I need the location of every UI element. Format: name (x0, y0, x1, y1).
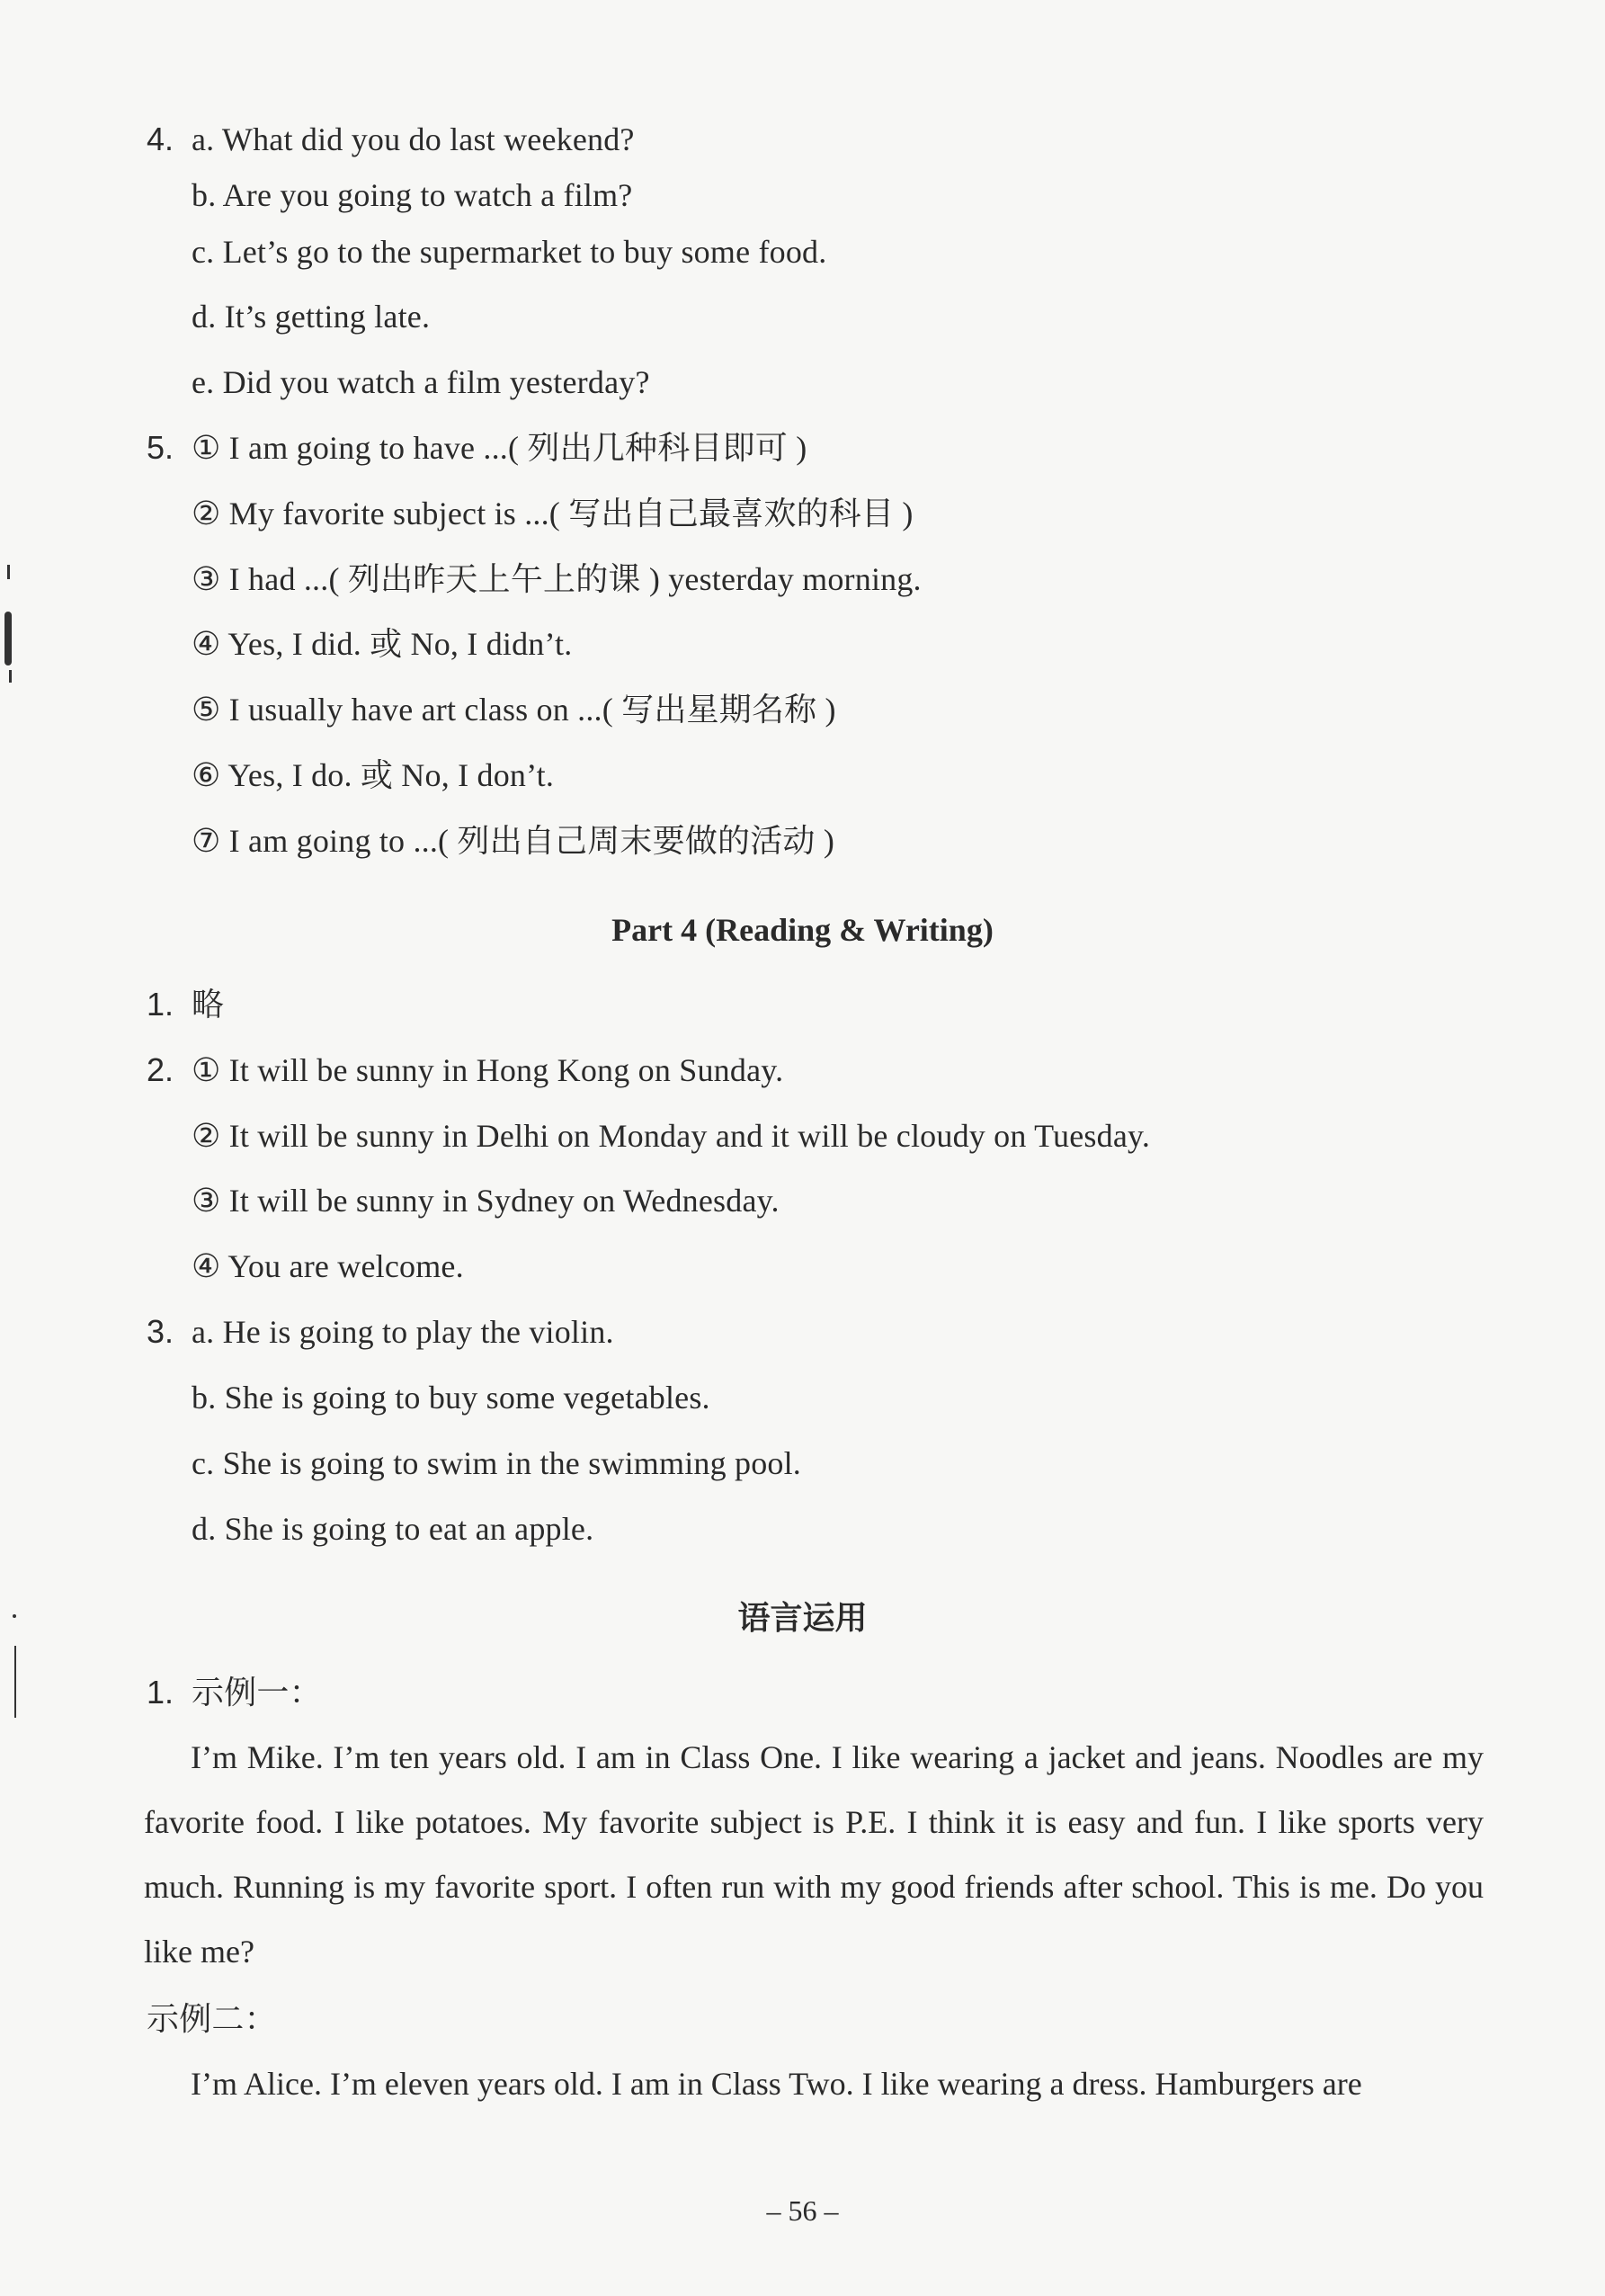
q4-option-c: c. Let’s go to the supermarket to buy some food. (192, 234, 827, 270)
part4-q3-option-b: b. She is going to buy some vegetables. (192, 1380, 710, 1416)
q4-option-d: d. It’s getting late. (192, 299, 431, 335)
part4-q2-item-3: ③ It will be sunny in Sydney on Wednesday. (192, 1183, 780, 1219)
part-4-heading: Part 4 (Reading & Writing) (611, 912, 994, 948)
example-1-label: 示例一： (192, 1675, 322, 1711)
part4-q2-item-4: ④ You are welcome. (192, 1248, 464, 1284)
question-4-number: 4. (147, 121, 174, 157)
q4-option-a: a. What did you do last weekend? (192, 121, 635, 157)
q5-item-2: ② My favorite subject is ...( 写出自己最喜欢的科目 ) (192, 496, 914, 532)
part4-q3-option-d: d. She is going to eat an apple. (192, 1511, 594, 1547)
part4-q3-option-c: c. She is going to swim in the swimming pool. (192, 1445, 802, 1481)
part4-question-3-number: 3. (147, 1313, 174, 1350)
language-question-1-number: 1. (147, 1674, 174, 1711)
q5-item-5: ⑤ I usually have art class on ...( 写出星期名称 ) (192, 692, 836, 728)
part4-q3-option-a: a. He is going to play the violin. (192, 1314, 614, 1350)
binding-mark (13, 1614, 16, 1618)
binding-mark (14, 1646, 16, 1718)
binding-mark (7, 565, 10, 579)
binding-mark (4, 612, 12, 666)
example-2-paragraph: I’m Alice. I’m eleven years old. I am in Class Two. I like wearing a dress. Hamburgers are (191, 2066, 1362, 2102)
q5-item-6: ⑥ Yes, I do. 或 No, I don’t. (192, 757, 555, 793)
part4-q1-answer: 略 (192, 987, 225, 1023)
part4-q2-item-2: ② It will be sunny in Delhi on Monday and it will be cloudy on Tuesday. (192, 1118, 1151, 1154)
part4-question-2-number: 2. (147, 1051, 174, 1088)
binding-mark (9, 670, 12, 683)
part4-q2-item-1: ① It will be sunny in Hong Kong on Sunday. (192, 1052, 784, 1088)
example-1-paragraph: I’m Mike. I’m ten years old. I am in Class One. I like wearing a jacket and jeans. Noodles are my favorite food. I like potatoes. My favorite subject is P.E. I think it is easy and fun. I like sports very much. Running is my favorite sport. I often run with my good friends after school. This is me. Do you like me? (144, 1739, 1484, 1970)
q4-option-b: b. Are you going to watch a film? (192, 177, 633, 213)
q5-item-7: ⑦ I am going to ...( 列出自己周末要做的活动 ) (192, 823, 835, 859)
page-number: – 56 – (766, 2194, 839, 2227)
language-use-heading: 语言运用 (737, 1600, 868, 1636)
q5-item-4: ④ Yes, I did. 或 No, I didn’t. (192, 626, 573, 662)
example-2-label: 示例二： (147, 2001, 277, 2037)
part4-question-1-number: 1. (147, 986, 174, 1023)
q5-item-3: ③ I had ...( 列出昨天上午上的课 ) yesterday morning. (192, 561, 922, 597)
q5-item-1: ① I am going to have ...( 列出几种科目即可 ) (192, 430, 807, 466)
q4-option-e: e. Did you watch a film yesterday? (192, 364, 650, 400)
question-5-number: 5. (147, 429, 174, 466)
